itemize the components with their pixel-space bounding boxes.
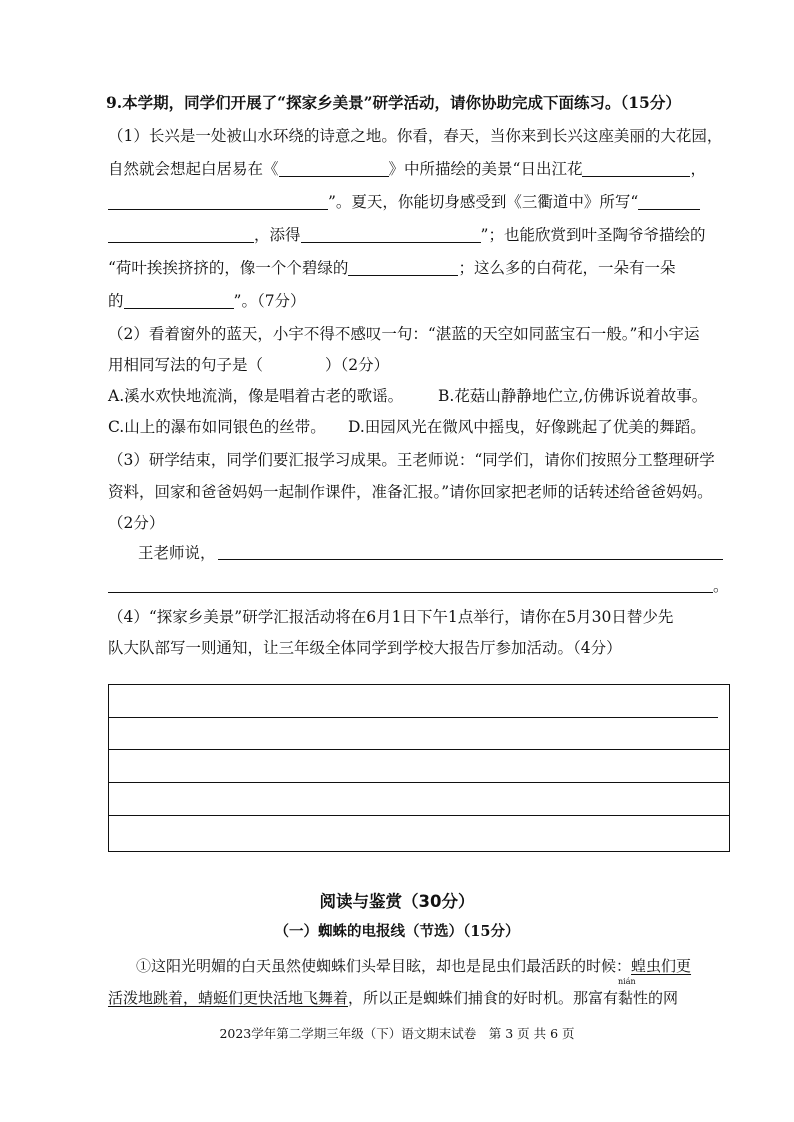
poem-line-blank-4[interactable] bbox=[108, 226, 254, 243]
section-title: 阅读与鉴赏（30分） bbox=[319, 892, 475, 911]
writing-line-3 bbox=[108, 782, 729, 783]
writing-line-4 bbox=[108, 815, 729, 816]
option-a[interactable]: A.溪水欢快地流淌，像是唱着古老的歌谣。 bbox=[108, 387, 404, 405]
answer-line-2[interactable] bbox=[108, 592, 713, 593]
poem-line-blank-3[interactable] bbox=[638, 193, 700, 210]
passage-title: （一）蜘蛛的电报线（节选）（15分） bbox=[274, 923, 520, 940]
question-heading: 9.本学期，同学们开展了“探家乡美景”研学活动，请你协助完成下面练习。（15分） bbox=[106, 93, 681, 112]
part1-line5: “荷叶挨挨挤挤的，像一个个碧绿的 ；这么多的白荷花，一朵有一朵 bbox=[108, 259, 676, 277]
page-footer: 2023学年第二学期三年级（下）语文期末试卷 第 3 页 共 6 页 bbox=[219, 1026, 575, 1041]
option-c[interactable]: C.山上的瀑布如同银色的丝带。 bbox=[108, 418, 326, 436]
option-d[interactable]: D.田园风光在微风中摇曳，好像跳起了优美的舞蹈。 bbox=[348, 418, 706, 436]
lotus-blank-2[interactable] bbox=[124, 292, 234, 309]
passage-para1-line1: ①这阳光明媚的白天虽然使蜘蛛们头晕目眩，却也是昆虫们最活跃的时候：蝗虫们更 bbox=[136, 957, 692, 975]
option-b[interactable]: B.花菇山静静地伫立,仿佛诉说着故事。 bbox=[438, 387, 708, 405]
notice-writing-box[interactable] bbox=[108, 684, 730, 852]
part4-line2: 队大队部写一则通知，让三年级全体同学到学校大报告厅参加活动。（4分） bbox=[108, 639, 622, 657]
teacher-says-label: 王老师说， bbox=[138, 544, 216, 562]
part3-line2: 资料，回家和爸爸妈妈一起制作课件，准备汇报。”请你回家把老师的话转述给爸爸妈妈。 bbox=[108, 483, 713, 501]
part1-line3: ”。夏天，你能切身感受到《三衢道中》所写“ bbox=[108, 192, 700, 212]
part1-line6: 的 ”。（7分） bbox=[108, 292, 306, 310]
part3-line1: （3）研学结束，同学们要汇报学习成果。王老师说：“同学们，请你们按照分工整理研学 bbox=[108, 451, 715, 469]
passage-para1-line2: 活泼地跳着，蜻蜓们更快活地飞舞着，所以正是蜘蛛们捕食的好时机。那富有 nián 黏性的网 bbox=[108, 977, 679, 1007]
poem-line-blank-1[interactable] bbox=[582, 160, 690, 177]
part3-line3: （2分） bbox=[108, 514, 165, 532]
poem-title-blank[interactable] bbox=[279, 160, 389, 177]
lotus-blank-1[interactable] bbox=[348, 259, 458, 276]
poem-line-blank-5[interactable] bbox=[301, 226, 481, 243]
part1-line1: （1）长兴是一处被山水环绕的诗意之地。你看，春天，当你来到长兴这座美丽的大花园， bbox=[108, 127, 723, 145]
writing-line-1 bbox=[108, 717, 718, 718]
part2-line1: （2）看着窗外的蓝天，小宇不得不感叹一句：“湛蓝的天空如同蓝宝石一般。”和小宇运 bbox=[108, 325, 700, 343]
part2-line2: 用相同写法的句子是（ ）（2分） bbox=[108, 356, 390, 374]
part4-line1: （4）“探家乡美景”研学汇报活动将在6月1日下午1点举行，请你在5月30日替少先 bbox=[108, 608, 674, 626]
answer-end-period: 。 bbox=[713, 577, 729, 595]
writing-line-2 bbox=[108, 749, 729, 750]
pinyin-annotation: nián 黏 bbox=[618, 977, 636, 1007]
part1-line2: 自然就会想起白居易在《 》中所描绘的美景“日出江花 ， bbox=[108, 160, 706, 178]
part1-line4: ，添得 ”；也能欣赏到叶圣陶爷爷描绘的 bbox=[108, 225, 705, 245]
answer-line-1[interactable] bbox=[218, 559, 723, 560]
poem-line-blank-2[interactable] bbox=[108, 193, 328, 210]
